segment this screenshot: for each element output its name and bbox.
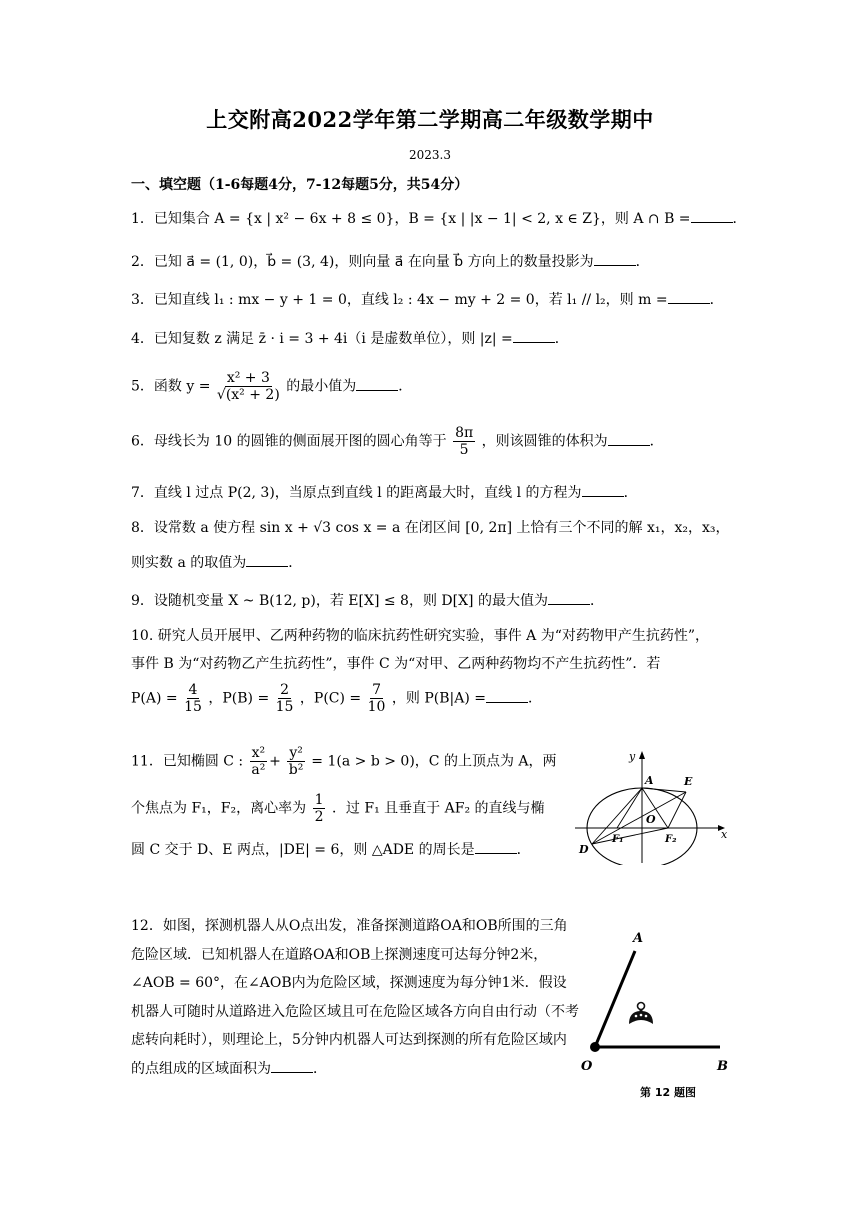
question-3: 3．已知直线 l₁ : mx − y + 1 = 0，直线 l₂ : 4x − my + 2 = 0，若 l₁ // l₂，则 m = ． bbox=[131, 289, 724, 310]
fraction: $\frac{4}{15}$ bbox=[184, 682, 202, 715]
question-12: 12．如图，探测机器人从O点出发，准备探测道路OA和OB所围的三角危险区域．已知机器人在道路OA和OB上探测速度可达每分钟2米，∠AOB = 60°，在∠AOB内为危险区域，探测速度为每分钟1米．假设机器人可随时从道路进入危险区域且可在危险区域各方向自由行动（不考虑转向耗时），则理论上，5分钟内机器人可达到探测的所有危险区域内的点组成的区域面积为 ． bbox=[131, 918, 579, 1077]
question-9: 9．设随机变量 X ~ B(12, p)，若 E[X] ≤ 8，则 D[X] 的最大值为 ． bbox=[131, 590, 604, 611]
answer-blank bbox=[513, 328, 555, 343]
segment-DF2 bbox=[592, 828, 668, 844]
label-A: A bbox=[633, 931, 644, 946]
question-10: 10. 研究人员开展甲、乙两种药物的临床抗药性研究实验，事件 A 为“对药物甲产生抗药性”， 事件 B 为“对药物乙产生抗药性”，事件 C 为“对甲、乙两种药物均不产生抗药性”．若 P(A) = $\frac{4}{15}$ ，P(B) = $\frac{2}{15}$ ，P(C) = $\frac{7}{10}$ ，则 P(B|A) = ． bbox=[131, 628, 710, 715]
fraction: $\frac{\text{y²}}{\text{b²}}$ bbox=[288, 745, 304, 778]
fraction: $\frac{8\pi}{5}$ bbox=[455, 425, 474, 458]
road-OA bbox=[595, 951, 635, 1047]
section-heading: 一、填空题（1-6每题4分，7-12每题5分，共54分） bbox=[131, 177, 469, 193]
answer-blank bbox=[582, 482, 624, 497]
exam-date: 2023.3 bbox=[409, 148, 451, 162]
ellipse-figure bbox=[570, 745, 730, 865]
answer-blank bbox=[356, 376, 398, 391]
label-y: y bbox=[629, 750, 636, 763]
label-D: D bbox=[579, 843, 589, 856]
fraction: $\frac{1}{2}$ bbox=[314, 792, 324, 825]
label-F1: F₁ bbox=[612, 834, 624, 845]
question-5: 5．函数 y = $\frac{\text{x² + 3}}{\text{√(x² + 2)}}$ 的最小值为 ． bbox=[131, 370, 413, 403]
label-O: O bbox=[646, 813, 656, 826]
fraction: $\frac{\text{x²}}{\text{a²}}$ bbox=[251, 745, 266, 778]
question-1: 1．已知集合 A = {x | x² − 6x + 8 ≤ 0}，B = {x | |x − 1| < 2, x ∈ Z}，则 A ∩ B = ． bbox=[131, 208, 747, 229]
question-4: 4．已知复数 z 满足 z̄ · i = 3 + 4i（i 是虚数单位），则 |z| = ． bbox=[131, 328, 569, 349]
label-F2: F₂ bbox=[665, 834, 677, 845]
answer-blank bbox=[691, 208, 733, 223]
answer-blank bbox=[246, 552, 288, 567]
fraction: $\frac{2}{15}$ bbox=[275, 682, 294, 715]
answer-blank bbox=[271, 1058, 313, 1073]
fraction: $\frac{\text{x² + 3}}{\text{√(x² + 2)}}$ bbox=[216, 370, 280, 403]
fraction: $\frac{7}{10}$ bbox=[367, 682, 386, 715]
question-7: 7．直线 l 过点 P(2, 3)，当原点到直线 l 的距离最大时，直线 l 的方程为 ． bbox=[131, 482, 638, 503]
robot-icon bbox=[629, 1003, 653, 1025]
question-8: 8．设常数 a 使方程 sin x + √3 cos x = a 在闭区间 [0, 2π] 上恰有三个不同的解 x₁，x₂，x₃， 则实数 a 的取值为 ． bbox=[131, 520, 730, 571]
label-B: B bbox=[717, 1059, 728, 1074]
question-6: 6．母线长为 10 的圆锥的侧面展开图的圆心角等于 $\frac{8\pi}{5}$ ，则该圆锥的体积为 ． bbox=[131, 425, 664, 458]
question-2: 2．已知 a⃗ = (1, 0)，b⃗ = (3, 4)，则向量 a⃗ 在向量 b⃗ 方向上的数量投影为 ． bbox=[131, 251, 650, 272]
point-O bbox=[590, 1042, 600, 1052]
angle-figure bbox=[575, 925, 735, 1080]
page-title: 上交附高2022学年第二学期高二年级数学期中 bbox=[206, 107, 654, 132]
answer-blank bbox=[608, 431, 650, 446]
segment-AF1 bbox=[617, 788, 642, 828]
answer-blank bbox=[668, 289, 710, 304]
answer-blank bbox=[475, 839, 517, 854]
answer-blank bbox=[594, 251, 636, 266]
label-A: A bbox=[645, 774, 654, 787]
y-axis-arrow bbox=[639, 751, 645, 759]
label-E: E bbox=[684, 775, 693, 788]
label-x: x bbox=[721, 828, 728, 841]
question-11: 11．已知椭圆 C : $\frac{\text{x²}}{\text{a²}}$ + $\frac{\text{y²}}{\text{b²}}$ = 1(a > b > 0)，C 的上顶点为 A，两 个焦点为 F₁，F₂，离心率为 $\frac{1}{2}$ ．过 F₁ 且垂直于 AF₂ 的直线与椭 圆 C 交于 D、E 两点，|DE| = 6，则 △ADE 的周长是 ． bbox=[131, 745, 557, 858]
answer-blank bbox=[548, 590, 590, 605]
label-O: O bbox=[581, 1059, 593, 1074]
answer-blank bbox=[486, 688, 528, 703]
figure-caption: 第 12 题图 bbox=[640, 1086, 696, 1099]
